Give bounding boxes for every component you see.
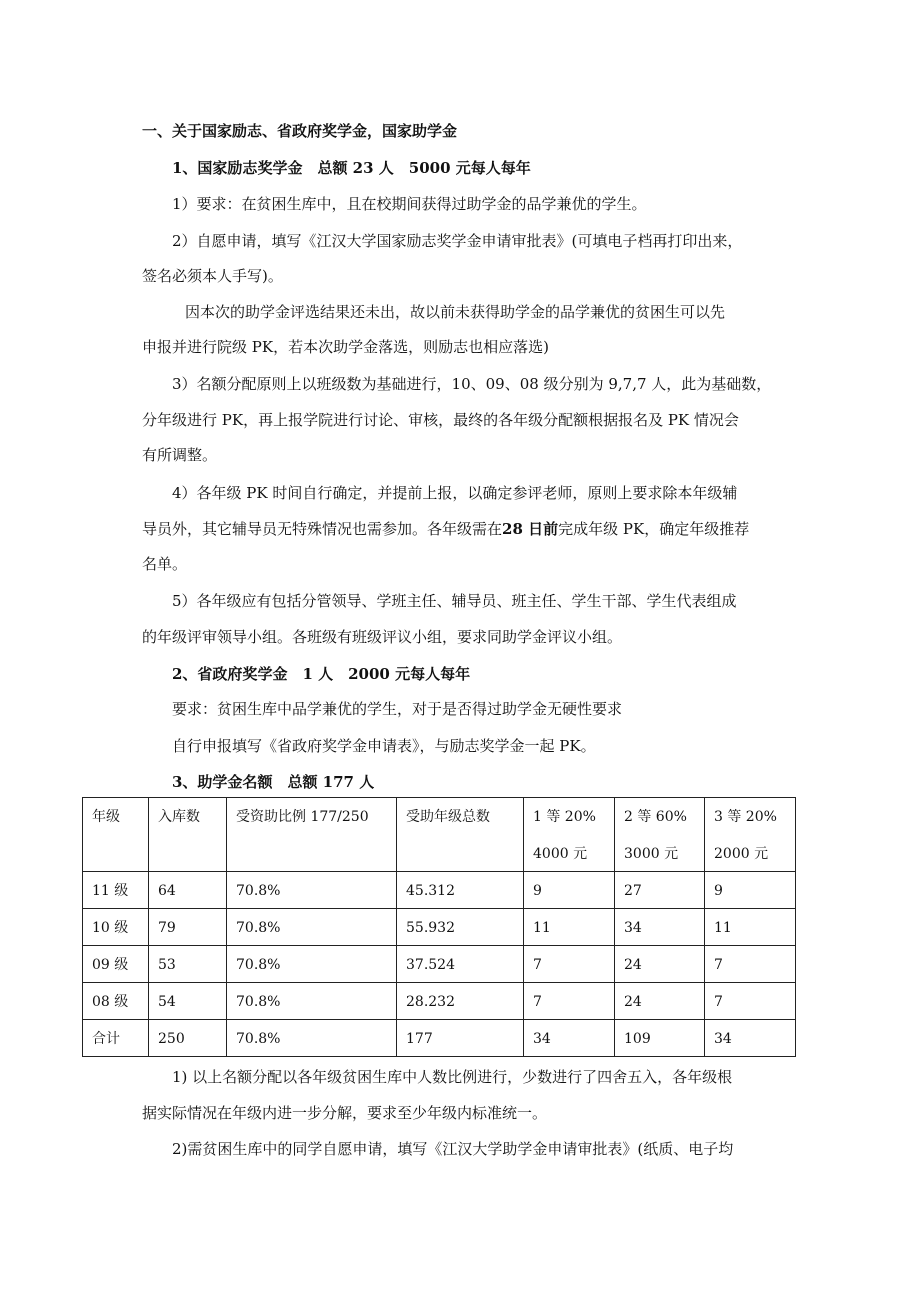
grant-quota-table	[82, 797, 796, 1057]
header-cell	[705, 798, 796, 872]
table-cell: 28.232	[397, 983, 524, 1020]
tier2-rate: 2 等 60%	[624, 809, 687, 825]
table-row	[83, 983, 796, 1020]
sub1-p2-line2: 签名必须本人手写)。	[142, 267, 283, 285]
sub1-p5-line2: 的年级评审领导小组。各班级有班级评议小组，要求同助学金评议小组。	[142, 628, 623, 646]
table-cell: 55.932	[397, 909, 524, 946]
table-cell: 34	[615, 909, 705, 946]
sub1-p2-line1: 2）自愿申请，填写《江汉大学国家励志奖学金申请审批表》(可填电子档再打印出来，	[172, 232, 743, 250]
table-cell: 11	[524, 909, 615, 946]
table-cell: 70.8%	[227, 872, 397, 909]
table-cell: 177	[397, 1020, 524, 1057]
sub3-note1-line2: 据实际情况在年级内进一步分解，要求至少年级内标准统一。	[142, 1104, 548, 1122]
sub3-note1-line1: 1) 以上名额分配以各年级贫困生库中人数比例进行，少数进行了四舍五入，各年级根	[172, 1068, 733, 1086]
table-cell: 7	[705, 983, 796, 1020]
header-cell: 入库数	[149, 798, 227, 872]
sub1-p4-text-a: 导员外，其它辅导员无特殊情况也需参加。各年级需在	[142, 520, 503, 538]
table-cell: 70.8%	[227, 909, 397, 946]
sub1-p4-deadline: 28 日前	[502, 520, 559, 538]
sub1-p4-text-b: 完成年级 PK，确定年级推荐	[558, 520, 750, 538]
sub1-heading: 1、国家励志奖学金 总额 23 人 5000 元每人每年	[172, 159, 531, 177]
tier3-amount: 2000 元	[714, 846, 769, 862]
sub3-note2-line1: 2)需贫困生库中的同学自愿申请，填写《江汉大学助学金申请审批表》(纸质、电子均	[172, 1140, 734, 1158]
tier3-rate: 3 等 20%	[714, 809, 777, 825]
sub1-p4-line1: 4）各年级 PK 时间自行确定，并提前上报，以确定参评老师，原则上要求除本年级辅	[172, 484, 738, 502]
sub1-p5-line1: 5）各年级应有包括分管领导、学班主任、辅导员、班主任、学生干部、学生代表组成	[172, 592, 737, 610]
table-cell: 79	[149, 909, 227, 946]
section-title: 一、关于国家励志、省政府奖学金，国家助学金	[142, 122, 458, 140]
table-cell: 27	[615, 872, 705, 909]
sub2-requirement: 要求：贫困生库中品学兼优的学生，对于是否得过助学金无硬性要求	[172, 700, 623, 718]
sub1-p4-line2	[142, 519, 792, 539]
header-cell	[524, 798, 615, 872]
header-cell: 受助年级总数	[397, 798, 524, 872]
table-cell: 34	[524, 1020, 615, 1057]
table-cell: 7	[524, 983, 615, 1020]
table-cell: 24	[615, 946, 705, 983]
sub1-p3-line3: 有所调整。	[142, 446, 218, 464]
table-cell: 09 级	[83, 946, 149, 983]
table-row	[83, 872, 796, 909]
tier1-rate: 1 等 20%	[533, 809, 596, 825]
table-cell: 250	[149, 1020, 227, 1057]
sub1-p3-line2: 分年级进行 PK，再上报学院进行讨论、审核，最终的各年级分配额根据报名及 PK 情况会	[142, 411, 739, 429]
sub2-apply: 自行申报填写《省政府奖学金申请表》，与励志奖学金一起 PK。	[172, 737, 596, 755]
sub1-note-line2: 申报并进行院级 PK，若本次助学金落选，则励志也相应落选)	[142, 338, 549, 356]
table-cell: 53	[149, 946, 227, 983]
table-cell: 54	[149, 983, 227, 1020]
sub1-p3-line1: 3）名额分配原则上以班级数为基础进行，10、09、08 级分别为 9,7,7 人，此为基础数，	[172, 375, 772, 393]
header-cell	[615, 798, 705, 872]
sub1-note-line1: 因本次的助学金评选结果还未出，故以前未获得助学金的品学兼优的贫困生可以先	[185, 303, 726, 321]
table-total-row	[83, 1020, 796, 1057]
table-cell: 11	[705, 909, 796, 946]
table-cell: 70.8%	[227, 983, 397, 1020]
table-cell: 70.8%	[227, 946, 397, 983]
table-cell: 11 级	[83, 872, 149, 909]
table-cell: 9	[705, 872, 796, 909]
sub2-heading: 2、省政府奖学金 1 人 2000 元每人每年	[172, 665, 471, 683]
sub3-heading: 3、助学金名额 总额 177 人	[172, 773, 375, 791]
tier1-amount: 4000 元	[533, 846, 588, 862]
table-cell: 7	[705, 946, 796, 983]
sub1-p4-line3: 名单。	[142, 555, 188, 573]
table-cell: 10 级	[83, 909, 149, 946]
table-cell: 34	[705, 1020, 796, 1057]
table-header-row	[83, 798, 796, 872]
table-row	[83, 946, 796, 983]
table-cell: 109	[615, 1020, 705, 1057]
table-cell: 24	[615, 983, 705, 1020]
table-cell: 64	[149, 872, 227, 909]
table-cell: 合计	[83, 1020, 149, 1057]
table-cell: 9	[524, 872, 615, 909]
sub1-requirement: 1）要求：在贫困生库中，且在校期间获得过助学金的品学兼优的学生。	[172, 195, 647, 213]
table-cell: 37.524	[397, 946, 524, 983]
header-cell: 受资助比例 177/250	[227, 798, 397, 872]
table-row	[83, 909, 796, 946]
table-cell: 70.8%	[227, 1020, 397, 1057]
table-cell: 45.312	[397, 872, 524, 909]
table-cell: 7	[524, 946, 615, 983]
tier2-amount: 3000 元	[624, 846, 679, 862]
table-cell: 08 级	[83, 983, 149, 1020]
header-cell: 年级	[83, 798, 149, 872]
